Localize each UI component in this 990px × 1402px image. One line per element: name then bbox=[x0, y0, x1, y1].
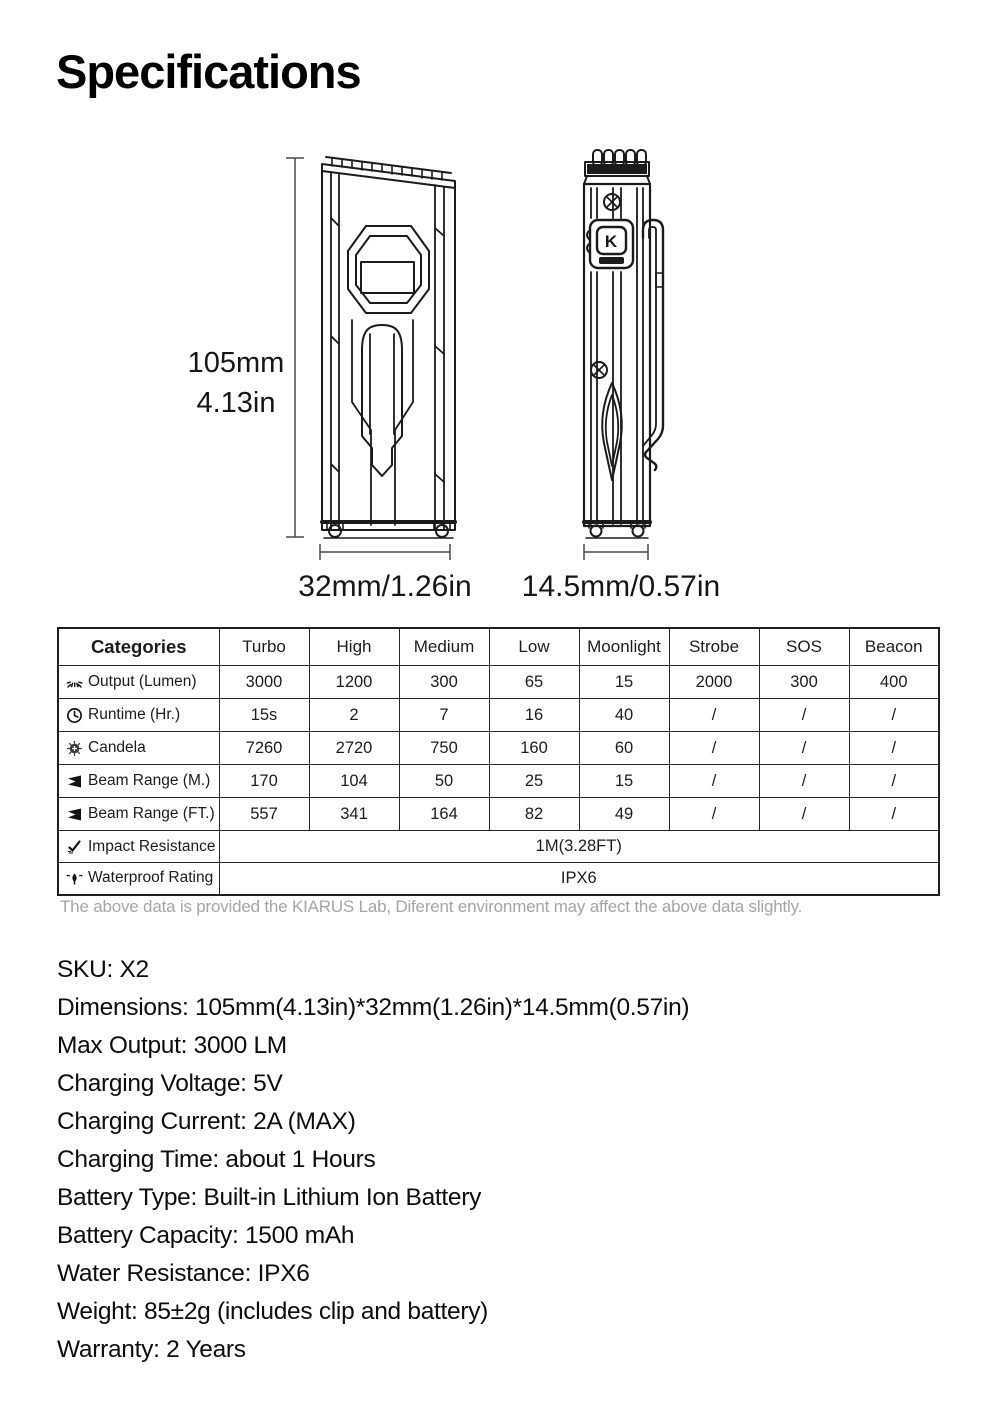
spec-line: Charging Voltage: 5V bbox=[57, 1070, 283, 1097]
spec-line: Battery Capacity: 1500 mAh bbox=[57, 1222, 355, 1249]
row-label: Output (Lumen) bbox=[88, 673, 197, 690]
beam-icon bbox=[66, 773, 83, 790]
table-header-mode: Moonlight bbox=[579, 628, 669, 666]
table-header-categories: Categories bbox=[58, 628, 219, 666]
spec-line: Weight: 85±2g (includes clip and battery) bbox=[57, 1298, 489, 1325]
value-cell: 40 bbox=[579, 699, 669, 732]
value-cell: / bbox=[669, 798, 759, 831]
value-cell: / bbox=[669, 765, 759, 798]
front-view-drawing bbox=[322, 157, 455, 538]
row-label-cell bbox=[58, 765, 219, 798]
value-cell: / bbox=[759, 798, 849, 831]
spec-line: Charging Time: about 1 Hours bbox=[57, 1146, 376, 1173]
row-label-cell bbox=[58, 699, 219, 732]
value-cell: 1200 bbox=[309, 666, 399, 699]
value-cell: 170 bbox=[219, 765, 309, 798]
value-cell: 300 bbox=[759, 666, 849, 699]
row-label-cell bbox=[58, 863, 219, 895]
value-cell: 300 bbox=[399, 666, 489, 699]
runtime-icon bbox=[66, 707, 83, 724]
value-cell: / bbox=[849, 732, 939, 765]
row-label: Impact Resistance bbox=[88, 837, 216, 855]
row-label-cell bbox=[58, 798, 219, 831]
height-dimension-label-in: 4.13in bbox=[196, 387, 276, 419]
value-cell: 15 bbox=[579, 765, 669, 798]
value-cell: 164 bbox=[399, 798, 489, 831]
value-cell: 7 bbox=[399, 699, 489, 732]
value-cell: 3000 bbox=[219, 666, 309, 699]
dimension-lines bbox=[286, 158, 648, 560]
table-row bbox=[58, 666, 939, 699]
value-cell: 82 bbox=[489, 798, 579, 831]
value-cell: / bbox=[759, 699, 849, 732]
table-header-mode: High bbox=[309, 628, 399, 666]
merged-value-cell: IPX6 bbox=[219, 863, 939, 895]
row-label: Candela bbox=[88, 739, 146, 756]
table-row bbox=[58, 798, 939, 831]
table-header-row bbox=[58, 628, 939, 666]
value-cell: 750 bbox=[399, 732, 489, 765]
table-row bbox=[58, 765, 939, 798]
modes-spec-table bbox=[57, 627, 940, 896]
row-label: Runtime (Hr.) bbox=[88, 706, 181, 723]
table-row bbox=[58, 863, 939, 895]
row-label-cell bbox=[58, 831, 219, 863]
value-cell: / bbox=[849, 699, 939, 732]
value-cell: 2000 bbox=[669, 666, 759, 699]
row-label: Beam Range (FT.) bbox=[88, 805, 215, 822]
value-cell: / bbox=[849, 765, 939, 798]
spec-line: Charging Current: 2A (MAX) bbox=[57, 1108, 356, 1135]
value-cell: 2720 bbox=[309, 732, 399, 765]
value-cell: / bbox=[669, 699, 759, 732]
value-cell: 25 bbox=[489, 765, 579, 798]
beam-icon bbox=[66, 806, 83, 823]
table-header-mode: Strobe bbox=[669, 628, 759, 666]
table-header-mode: SOS bbox=[759, 628, 849, 666]
candela-icon bbox=[66, 740, 83, 757]
merged-value-cell: 1M(3.28FT) bbox=[219, 831, 939, 863]
spec-line: Max Output: 3000 LM bbox=[57, 1032, 287, 1059]
row-label-cell bbox=[58, 666, 219, 699]
row-label: Waterproof Rating bbox=[88, 869, 214, 887]
spec-line: SKU: X2 bbox=[57, 956, 149, 983]
table-header-mode: Low bbox=[489, 628, 579, 666]
spec-line: Dimensions: 105mm(4.13in)*32mm(1.26in)*14.5mm(0.57in) bbox=[57, 994, 690, 1021]
product-drawing bbox=[0, 140, 990, 620]
table-note: The above data is provided the KIARUS Lab, Diferent environment may affect the above data slightly. bbox=[60, 897, 803, 916]
value-cell: 557 bbox=[219, 798, 309, 831]
output-icon bbox=[66, 674, 83, 691]
table-row bbox=[58, 732, 939, 765]
table-row bbox=[58, 699, 939, 732]
flashlight-technical-drawing bbox=[0, 140, 990, 620]
spec-list bbox=[57, 951, 689, 1369]
value-cell: / bbox=[759, 732, 849, 765]
table-header-mode: Medium bbox=[399, 628, 489, 666]
value-cell: / bbox=[759, 765, 849, 798]
table-header-mode: Beacon bbox=[849, 628, 939, 666]
value-cell: 15 bbox=[579, 666, 669, 699]
brand-logo-letter: K bbox=[604, 232, 618, 251]
value-cell: / bbox=[849, 798, 939, 831]
value-cell: 49 bbox=[579, 798, 669, 831]
width-dimension-label: 32mm/1.26in bbox=[298, 570, 472, 603]
value-cell: 2 bbox=[309, 699, 399, 732]
spec-line: Battery Type: Built-in Lithium Ion Battery bbox=[57, 1184, 482, 1211]
value-cell: 104 bbox=[309, 765, 399, 798]
side-view-drawing bbox=[584, 150, 663, 538]
waterproof-icon bbox=[66, 870, 83, 887]
value-cell: 341 bbox=[309, 798, 399, 831]
spec-line: Water Resistance: IPX6 bbox=[57, 1260, 310, 1287]
row-label-cell bbox=[58, 732, 219, 765]
value-cell: / bbox=[669, 732, 759, 765]
value-cell: 7260 bbox=[219, 732, 309, 765]
row-label: Beam Range (M.) bbox=[88, 772, 211, 789]
value-cell: 50 bbox=[399, 765, 489, 798]
value-cell: 160 bbox=[489, 732, 579, 765]
depth-dimension-label: 14.5mm/0.57in bbox=[521, 570, 721, 603]
height-dimension-label-mm: 105mm bbox=[187, 347, 285, 379]
value-cell: 16 bbox=[489, 699, 579, 732]
spec-line: Warranty: 2 Years bbox=[57, 1336, 246, 1363]
value-cell: 65 bbox=[489, 666, 579, 699]
value-cell: 15s bbox=[219, 699, 309, 732]
value-cell: 400 bbox=[849, 666, 939, 699]
value-cell: 60 bbox=[579, 732, 669, 765]
table-header-mode: Turbo bbox=[219, 628, 309, 666]
page-title: Specifications bbox=[56, 45, 361, 98]
impact-icon bbox=[66, 838, 83, 855]
table-row bbox=[58, 831, 939, 863]
